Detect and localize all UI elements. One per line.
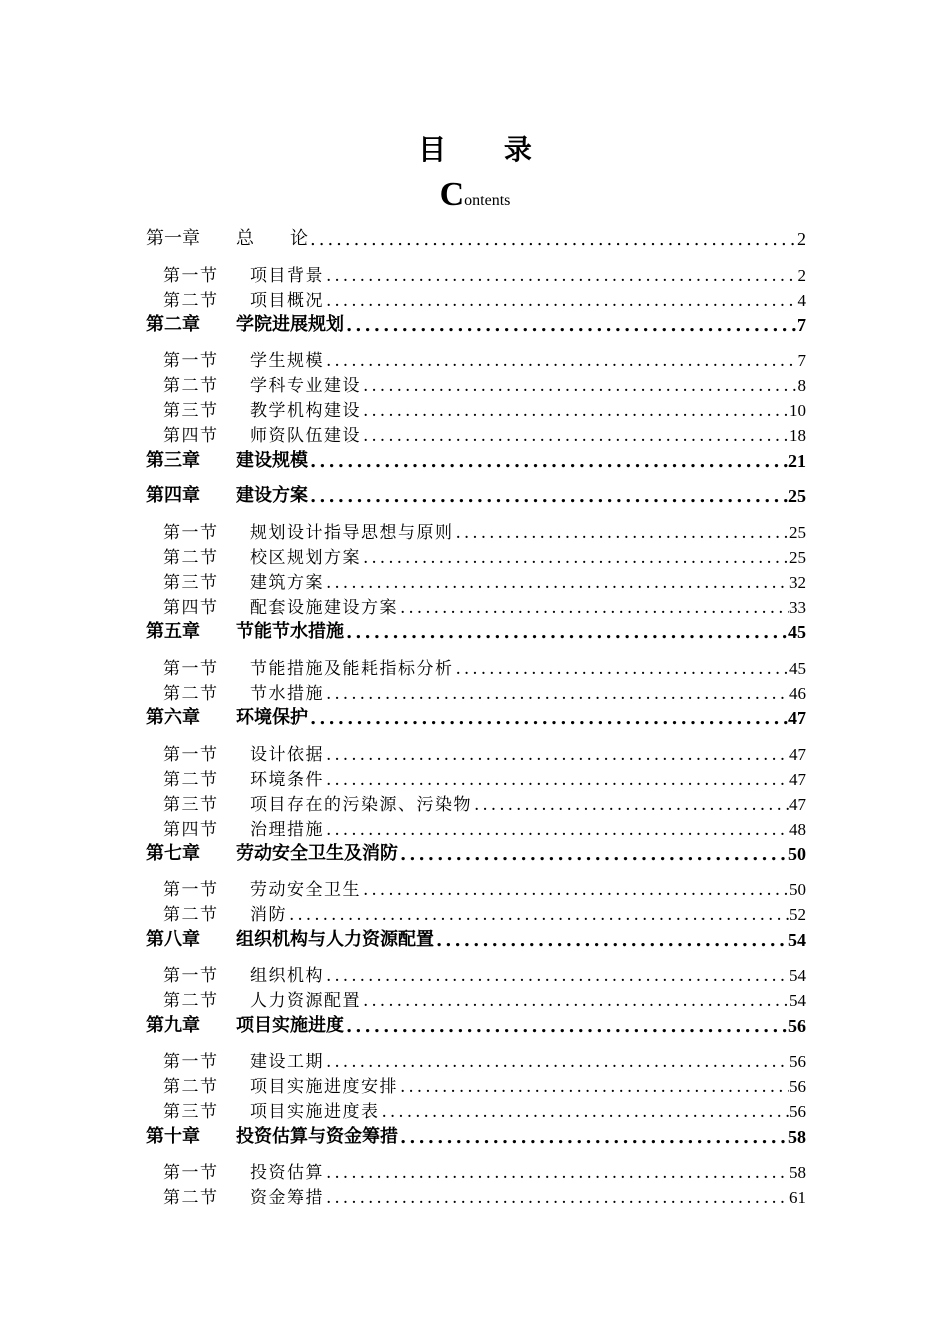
toc-entry-title: 项目存在的污染源、污染物 xyxy=(250,795,472,815)
toc-page-number: 50 xyxy=(788,844,806,864)
toc-dot-leader xyxy=(380,1102,790,1122)
toc-dot-leader xyxy=(398,1127,788,1148)
toc-entry-title: 教学机构建设 xyxy=(250,401,361,421)
toc-entry-number: 第二节 xyxy=(163,684,219,704)
toc-section-row[interactable] xyxy=(163,287,806,311)
toc-dot-leader xyxy=(454,659,790,679)
toc-entry-title: 资金筹措 xyxy=(250,1188,324,1208)
toc-entry-title: 建筑方案 xyxy=(250,573,324,593)
toc-chapter-row[interactable] xyxy=(146,483,806,507)
toc-chapter-row[interactable] xyxy=(146,1124,806,1148)
toc-dot-leader xyxy=(308,486,788,507)
toc-page-number: 2 xyxy=(797,229,806,249)
toc-section-row[interactable] xyxy=(163,262,806,286)
toc-entry-title: 项目实施进度 xyxy=(236,1015,344,1036)
toc-section-row[interactable] xyxy=(163,347,806,371)
toc-dot-leader xyxy=(398,598,789,618)
toc-entry-title: 组织机构 xyxy=(250,966,324,986)
toc-entry-number: 第九章 xyxy=(146,1015,200,1036)
toc-dot-leader xyxy=(324,573,789,593)
toc-section-row[interactable] xyxy=(163,397,806,421)
subtitle-rest: ontents xyxy=(464,192,511,209)
toc-page-number: 54 xyxy=(788,930,806,950)
toc-entry-number: 第二节 xyxy=(163,376,219,396)
toc-chapter-row[interactable] xyxy=(146,1013,806,1037)
toc-chapter-row[interactable] xyxy=(146,226,806,250)
toc-page-number: 25 xyxy=(789,548,806,567)
toc-entry-title: 劳动安全卫生 xyxy=(250,880,361,900)
toc-page-number: 25 xyxy=(788,486,806,506)
toc-entry-title: 建设方案 xyxy=(236,485,308,506)
page-title: 目 录 xyxy=(418,133,556,166)
toc-entry-title: 环境保护 xyxy=(236,707,308,728)
toc-entry-number: 第四节 xyxy=(163,426,219,446)
toc-entry-number: 第二节 xyxy=(163,905,219,925)
toc-page-number: 47 xyxy=(788,708,806,728)
toc-dot-leader xyxy=(361,991,789,1011)
toc-dot-leader xyxy=(361,880,789,900)
toc-section-row[interactable] xyxy=(163,519,806,543)
toc-entry-number: 第四节 xyxy=(163,820,219,840)
toc-entry-number: 第七章 xyxy=(146,843,200,864)
toc-entry-title: 项目背景 xyxy=(250,266,324,286)
toc-page-number: 33 xyxy=(789,598,806,617)
toc-entry-title: 项目实施进度表 xyxy=(250,1102,380,1122)
toc-entry-number: 第二节 xyxy=(163,548,219,568)
toc-page-number: 47 xyxy=(789,770,806,789)
toc-entry-number: 第二节 xyxy=(163,1188,219,1208)
toc-chapter-row[interactable] xyxy=(146,841,806,865)
toc-entry-title: 建设工期 xyxy=(250,1052,324,1072)
toc-section-row[interactable] xyxy=(163,791,806,815)
toc-entry-number: 第二节 xyxy=(163,991,219,1011)
toc-dot-leader xyxy=(398,844,788,865)
toc-section-row[interactable] xyxy=(163,901,806,925)
toc-section-row[interactable] xyxy=(163,962,806,986)
toc-dot-leader xyxy=(324,745,789,765)
toc-dot-leader xyxy=(324,684,789,704)
toc-dot-leader xyxy=(324,770,789,790)
toc-page-number: 56 xyxy=(788,1016,806,1036)
toc-entry-number: 第一节 xyxy=(163,880,219,900)
toc-page-number: 54 xyxy=(789,966,806,985)
toc-entry-number: 第三章 xyxy=(146,450,200,471)
toc-chapter-row[interactable] xyxy=(146,619,806,643)
toc-chapter-row[interactable] xyxy=(146,448,806,472)
toc-entry-title: 节水措施 xyxy=(250,684,324,704)
toc-page-number: 48 xyxy=(789,820,806,839)
toc-page-number: 54 xyxy=(789,991,806,1010)
toc-section-row[interactable] xyxy=(163,1073,806,1097)
toc-page-number: 18 xyxy=(789,426,806,445)
toc-entry-title: 学生规模 xyxy=(250,351,324,371)
toc-page-number: 4 xyxy=(797,291,806,310)
toc-entry-number: 第一节 xyxy=(163,966,219,986)
toc-dot-leader xyxy=(308,708,788,729)
toc-page-number: 7 xyxy=(797,315,806,335)
toc-dot-leader xyxy=(361,548,789,568)
toc-dot-leader xyxy=(398,1077,789,1097)
toc-entry-title: 师资队伍建设 xyxy=(250,426,361,446)
toc-entry-title: 学院进展规划 xyxy=(236,314,344,335)
toc-page-number: 58 xyxy=(788,1127,806,1147)
toc-entry-number: 第三节 xyxy=(163,795,219,815)
toc-page-number: 7 xyxy=(797,351,806,370)
toc-entry-title: 配套设施建设方案 xyxy=(250,598,398,618)
toc-page-number: 32 xyxy=(789,573,806,592)
toc-page-number: 45 xyxy=(788,622,806,642)
toc-dot-leader xyxy=(324,291,798,311)
toc-page-number: 56 xyxy=(789,1052,806,1071)
toc-dot-leader xyxy=(324,1188,789,1208)
toc-dot-leader xyxy=(324,966,789,986)
toc-dot-leader xyxy=(308,229,797,250)
toc-section-row[interactable] xyxy=(163,1098,806,1122)
toc-page-number: 45 xyxy=(789,659,806,678)
toc-entry-title: 劳动安全卫生及消防 xyxy=(236,843,398,864)
toc-page-number: 50 xyxy=(789,880,806,899)
toc-entry-number: 第四章 xyxy=(146,485,200,506)
toc-section-row[interactable] xyxy=(163,594,806,618)
toc-page-number: 2 xyxy=(797,266,806,285)
toc-section-row[interactable] xyxy=(163,876,806,900)
toc-dot-leader xyxy=(361,401,789,421)
toc-dot-leader xyxy=(454,523,790,543)
toc-page-number: 56 xyxy=(789,1077,806,1096)
toc-entry-title: 校区规划方案 xyxy=(250,548,361,568)
toc-chapter-row[interactable] xyxy=(146,312,806,336)
toc-section-row[interactable] xyxy=(163,741,806,765)
toc-section-row[interactable] xyxy=(163,655,806,679)
toc-dot-leader xyxy=(324,820,789,840)
toc-page-number: 52 xyxy=(789,905,806,924)
toc-entry-title: 人力资源配置 xyxy=(250,991,361,1011)
toc-entry-number: 第一节 xyxy=(163,1163,219,1183)
toc-dot-leader xyxy=(308,451,788,472)
toc-section-row[interactable] xyxy=(163,569,806,593)
toc-section-row[interactable] xyxy=(163,1048,806,1072)
toc-entry-number: 第五章 xyxy=(146,621,200,642)
toc-entry-number: 第一节 xyxy=(163,266,219,286)
toc-entry-title: 组织机构与人力资源配置 xyxy=(236,929,434,950)
toc-entry-number: 第三节 xyxy=(163,1102,219,1122)
toc-dot-leader xyxy=(324,266,798,286)
toc-entry-title: 总 论 xyxy=(236,228,308,249)
toc-entry-number: 第二节 xyxy=(163,770,219,790)
toc-entry-number: 第三节 xyxy=(163,401,219,421)
toc-page-number: 46 xyxy=(789,684,806,703)
toc-section-row[interactable] xyxy=(163,766,806,790)
toc-entry-title: 消防 xyxy=(250,905,287,925)
toc-entry-number: 第一节 xyxy=(163,659,219,679)
toc-section-row[interactable] xyxy=(163,680,806,704)
toc-entry-number: 第三节 xyxy=(163,573,219,593)
toc-chapter-row[interactable] xyxy=(146,927,806,951)
toc-entry-number: 第一节 xyxy=(163,1052,219,1072)
toc-entry-title: 项目实施进度安排 xyxy=(250,1077,398,1097)
toc-entry-number: 第六章 xyxy=(146,707,200,728)
toc-entry-number: 第四节 xyxy=(163,598,219,618)
toc-section-row[interactable] xyxy=(163,987,806,1011)
toc-entry-title: 建设规模 xyxy=(236,450,308,471)
toc-page-number: 61 xyxy=(789,1188,806,1207)
toc-entry-number: 第二节 xyxy=(163,291,219,311)
toc-section-row[interactable] xyxy=(163,544,806,568)
toc-page-number: 25 xyxy=(789,523,806,542)
page-subtitle xyxy=(0,176,950,214)
toc-dot-leader xyxy=(472,795,789,815)
toc-page-number: 21 xyxy=(788,451,806,471)
toc-entry-title: 规划设计指导思想与原则 xyxy=(250,523,454,543)
toc-entry-title: 节能措施及能耗指标分析 xyxy=(250,659,454,679)
toc-page-number: 8 xyxy=(797,376,806,395)
toc-dot-leader xyxy=(324,1163,789,1183)
toc-entry-title: 投资估算 xyxy=(250,1163,324,1183)
toc-entry-title: 设计依据 xyxy=(250,745,324,765)
toc-page-number: 10 xyxy=(789,401,806,420)
subtitle-initial: C xyxy=(439,176,465,213)
toc-entry-title: 治理措施 xyxy=(250,820,324,840)
toc-page-number: 58 xyxy=(789,1163,806,1182)
toc-dot-leader xyxy=(361,376,798,396)
toc-page-number: 47 xyxy=(789,745,806,764)
toc-dot-leader xyxy=(344,315,797,336)
toc-entry-number: 第一章 xyxy=(146,228,200,249)
toc-dot-leader xyxy=(434,930,788,951)
toc-section-row[interactable] xyxy=(163,1159,806,1183)
toc-entry-number: 第一节 xyxy=(163,351,219,371)
toc-dot-leader xyxy=(324,351,798,371)
toc-section-row[interactable] xyxy=(163,422,806,446)
toc-page-number: 56 xyxy=(789,1102,806,1121)
toc-dot-leader xyxy=(287,905,789,925)
toc-entry-title: 投资估算与资金筹措 xyxy=(236,1126,398,1147)
toc-section-row[interactable] xyxy=(163,816,806,840)
toc-entry-title: 环境条件 xyxy=(250,770,324,790)
toc-chapter-row[interactable] xyxy=(146,705,806,729)
toc-entry-number: 第十章 xyxy=(146,1126,200,1147)
toc-entry-number: 第一节 xyxy=(163,523,219,543)
toc-dot-leader xyxy=(361,426,789,446)
toc-entry-title: 节能节水措施 xyxy=(236,621,344,642)
toc-dot-leader xyxy=(344,1016,788,1037)
toc-entry-number: 第八章 xyxy=(146,929,200,950)
toc-entry-number: 第一节 xyxy=(163,745,219,765)
toc-dot-leader xyxy=(344,622,788,643)
toc-dot-leader xyxy=(324,1052,789,1072)
toc-entry-number: 第二章 xyxy=(146,314,200,335)
toc-entry-title: 学科专业建设 xyxy=(250,376,361,396)
toc-entry-title: 项目概况 xyxy=(250,291,324,311)
toc-entry-number: 第二节 xyxy=(163,1077,219,1097)
toc-page-number: 47 xyxy=(789,795,806,814)
toc-section-row[interactable] xyxy=(163,1184,806,1208)
toc-section-row[interactable] xyxy=(163,372,806,396)
